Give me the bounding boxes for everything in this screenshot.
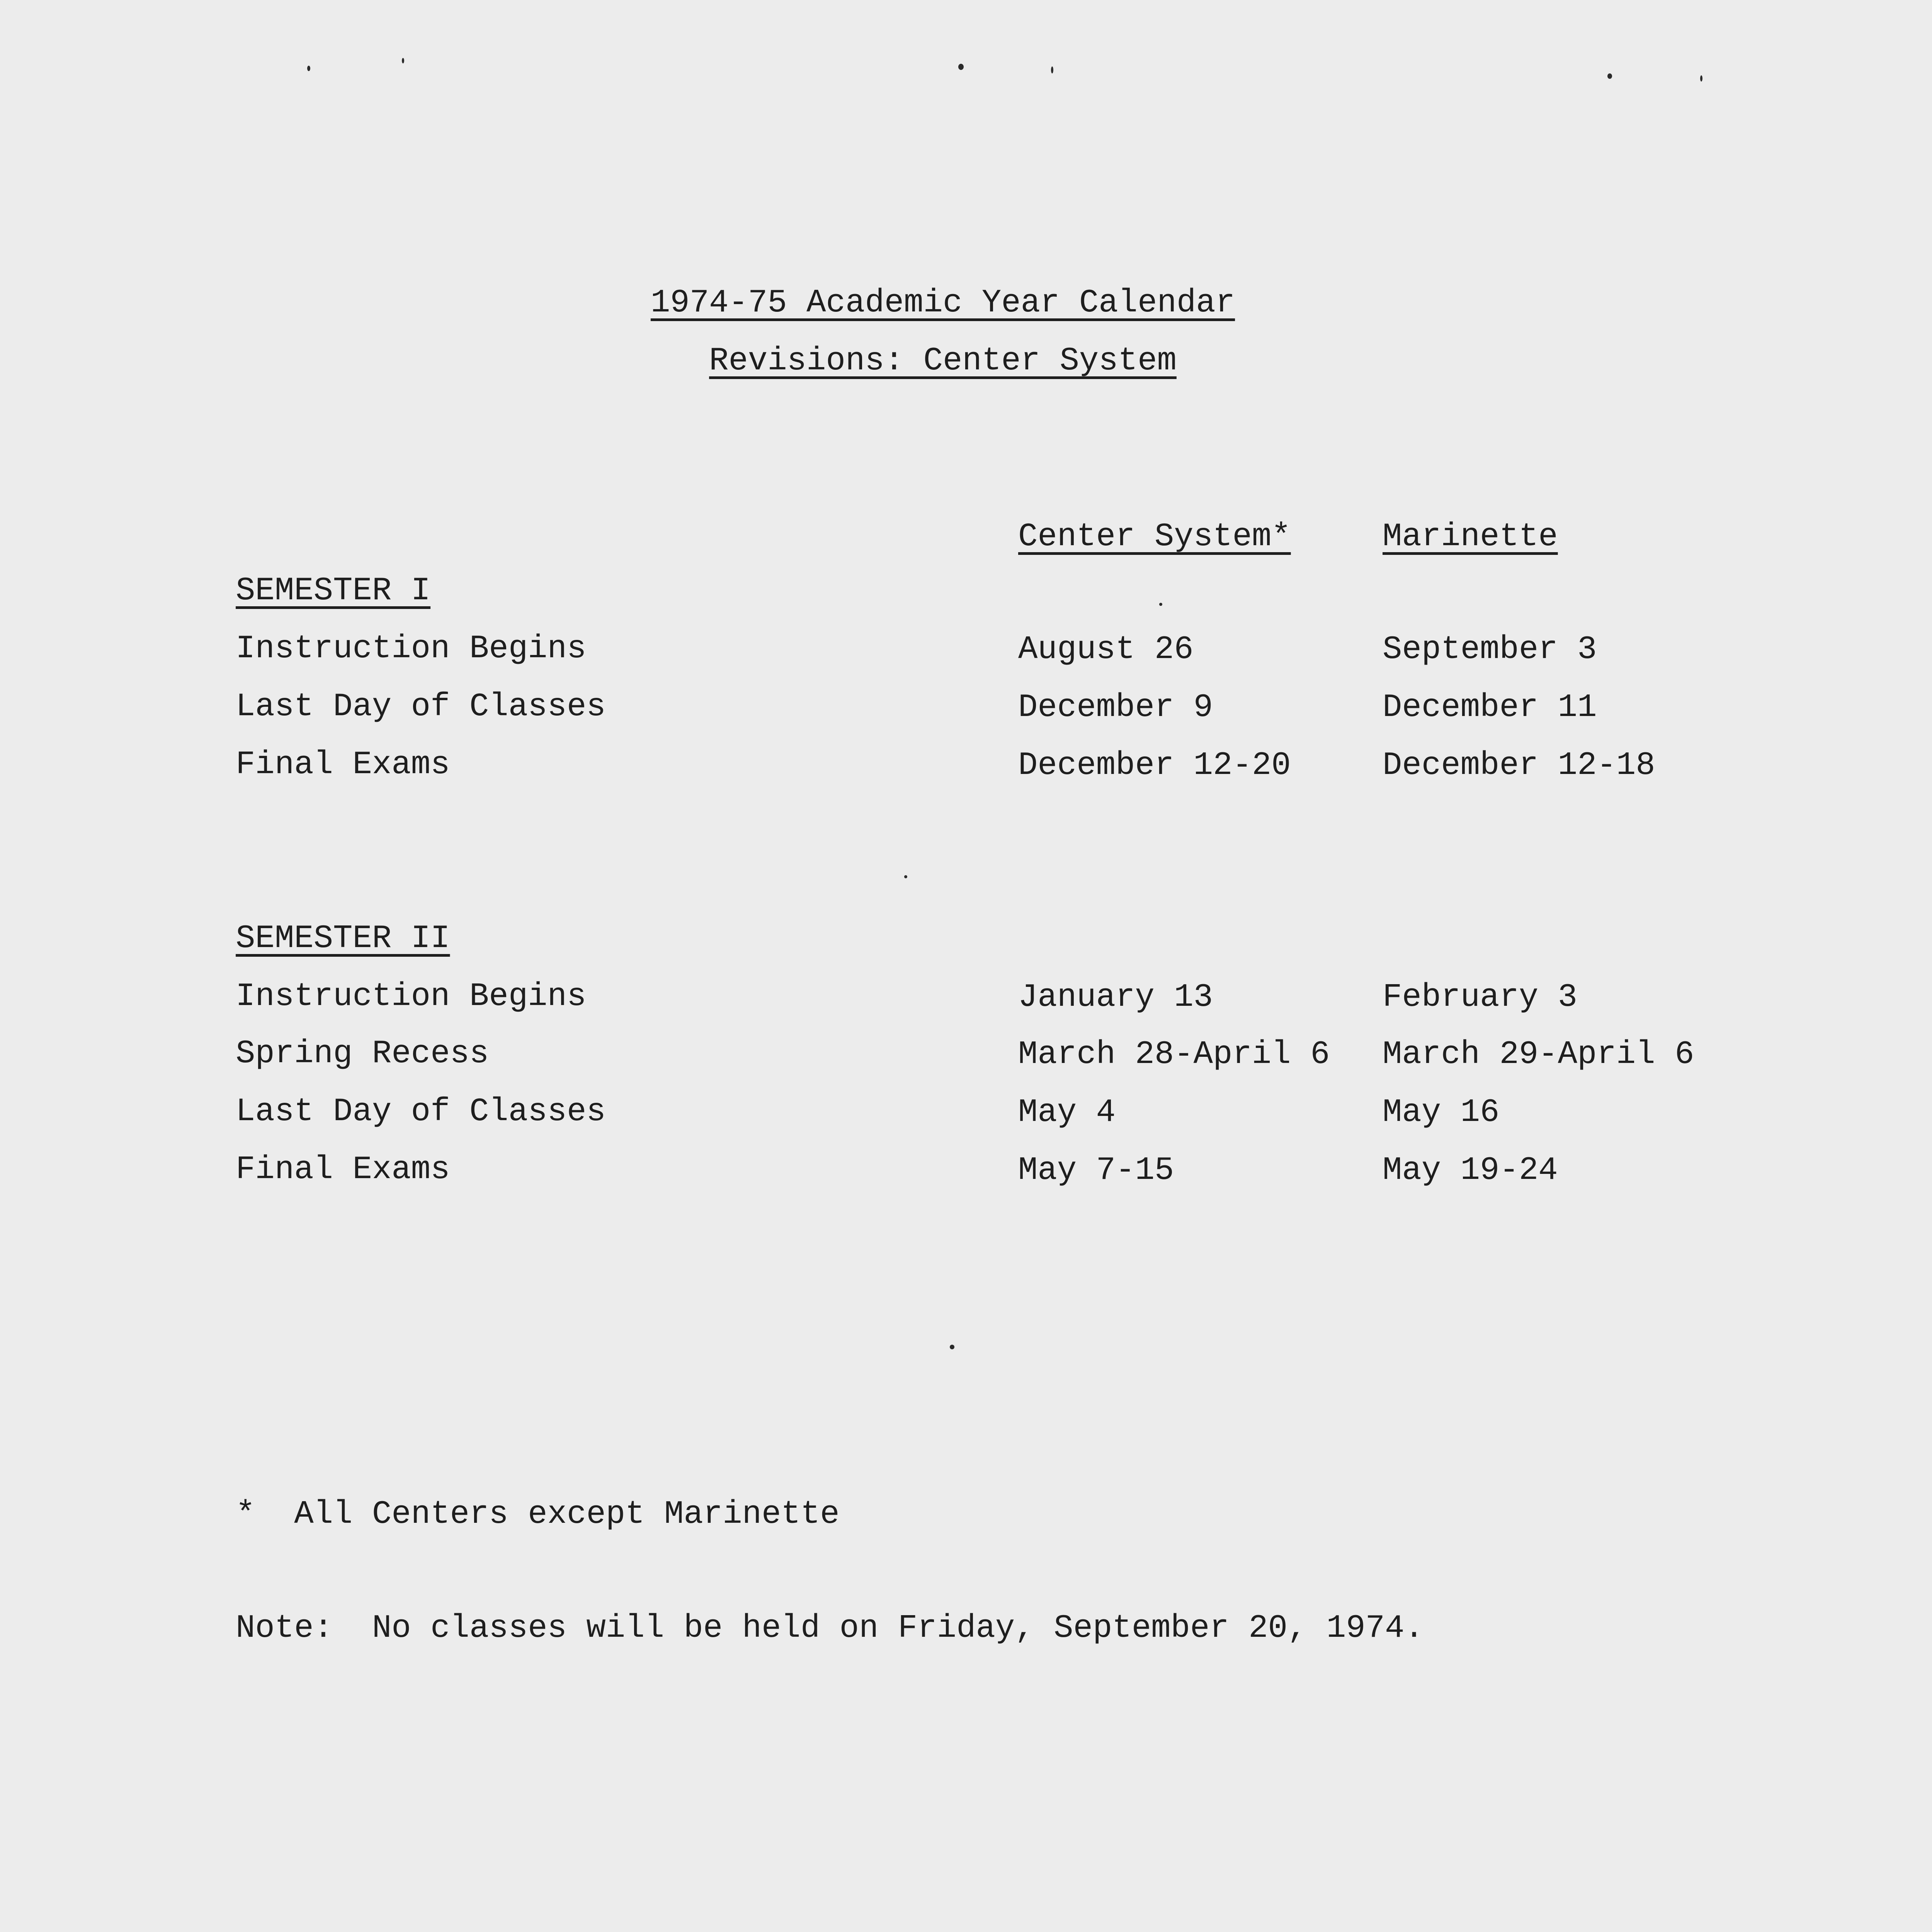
- scan-speck: [1051, 66, 1053, 73]
- center-date: March 28-April 6: [1018, 1036, 1330, 1073]
- row-label: Last Day of Classes: [236, 689, 606, 725]
- marinette-date: May 16: [1383, 1094, 1500, 1131]
- column-header-center-system: Center System*: [1018, 519, 1291, 555]
- row-label: Spring Recess: [236, 1036, 489, 1072]
- row-label: Instruction Begins: [236, 978, 587, 1015]
- center-date: December 9: [1018, 689, 1213, 726]
- marinette-date: December 12-18: [1383, 747, 1655, 784]
- row-label: Instruction Begins: [236, 631, 587, 667]
- marinette-date: February 3: [1383, 979, 1578, 1016]
- center-date: January 13: [1018, 979, 1213, 1016]
- document-title: 1974-75 Academic Year Calendar: [650, 285, 1235, 321]
- marinette-date: March 29-April 6: [1383, 1036, 1694, 1073]
- row-label: Last Day of Classes: [236, 1094, 606, 1130]
- center-date: May 7-15: [1018, 1152, 1174, 1189]
- column-header-marinette: Marinette: [1383, 519, 1558, 555]
- semester-2-heading: SEMESTER II: [236, 920, 450, 957]
- center-date: December 12-20: [1018, 747, 1291, 784]
- scan-speck: [950, 1345, 954, 1349]
- scan-speck: [1607, 73, 1612, 79]
- marinette-date: December 11: [1383, 689, 1597, 726]
- scan-speck: [1159, 603, 1162, 606]
- scan-speck: [402, 58, 404, 63]
- scan-speck: [307, 66, 310, 71]
- row-label: Final Exams: [236, 1151, 450, 1188]
- scan-speck: [904, 875, 907, 878]
- center-date: May 4: [1018, 1094, 1116, 1131]
- marinette-date: May 19-24: [1383, 1152, 1558, 1189]
- row-label: Final Exams: [236, 747, 450, 783]
- scan-speck: [1700, 75, 1702, 82]
- scan-speck: [958, 64, 964, 70]
- semester-1-heading: SEMESTER I: [236, 573, 431, 609]
- marinette-date: September 3: [1383, 631, 1597, 668]
- center-date: August 26: [1018, 631, 1194, 668]
- note: Note: No classes will be held on Friday, September 20, 1974.: [236, 1610, 1424, 1647]
- document-subtitle: Revisions: Center System: [709, 343, 1177, 379]
- footnote: * All Centers except Marinette: [236, 1496, 840, 1533]
